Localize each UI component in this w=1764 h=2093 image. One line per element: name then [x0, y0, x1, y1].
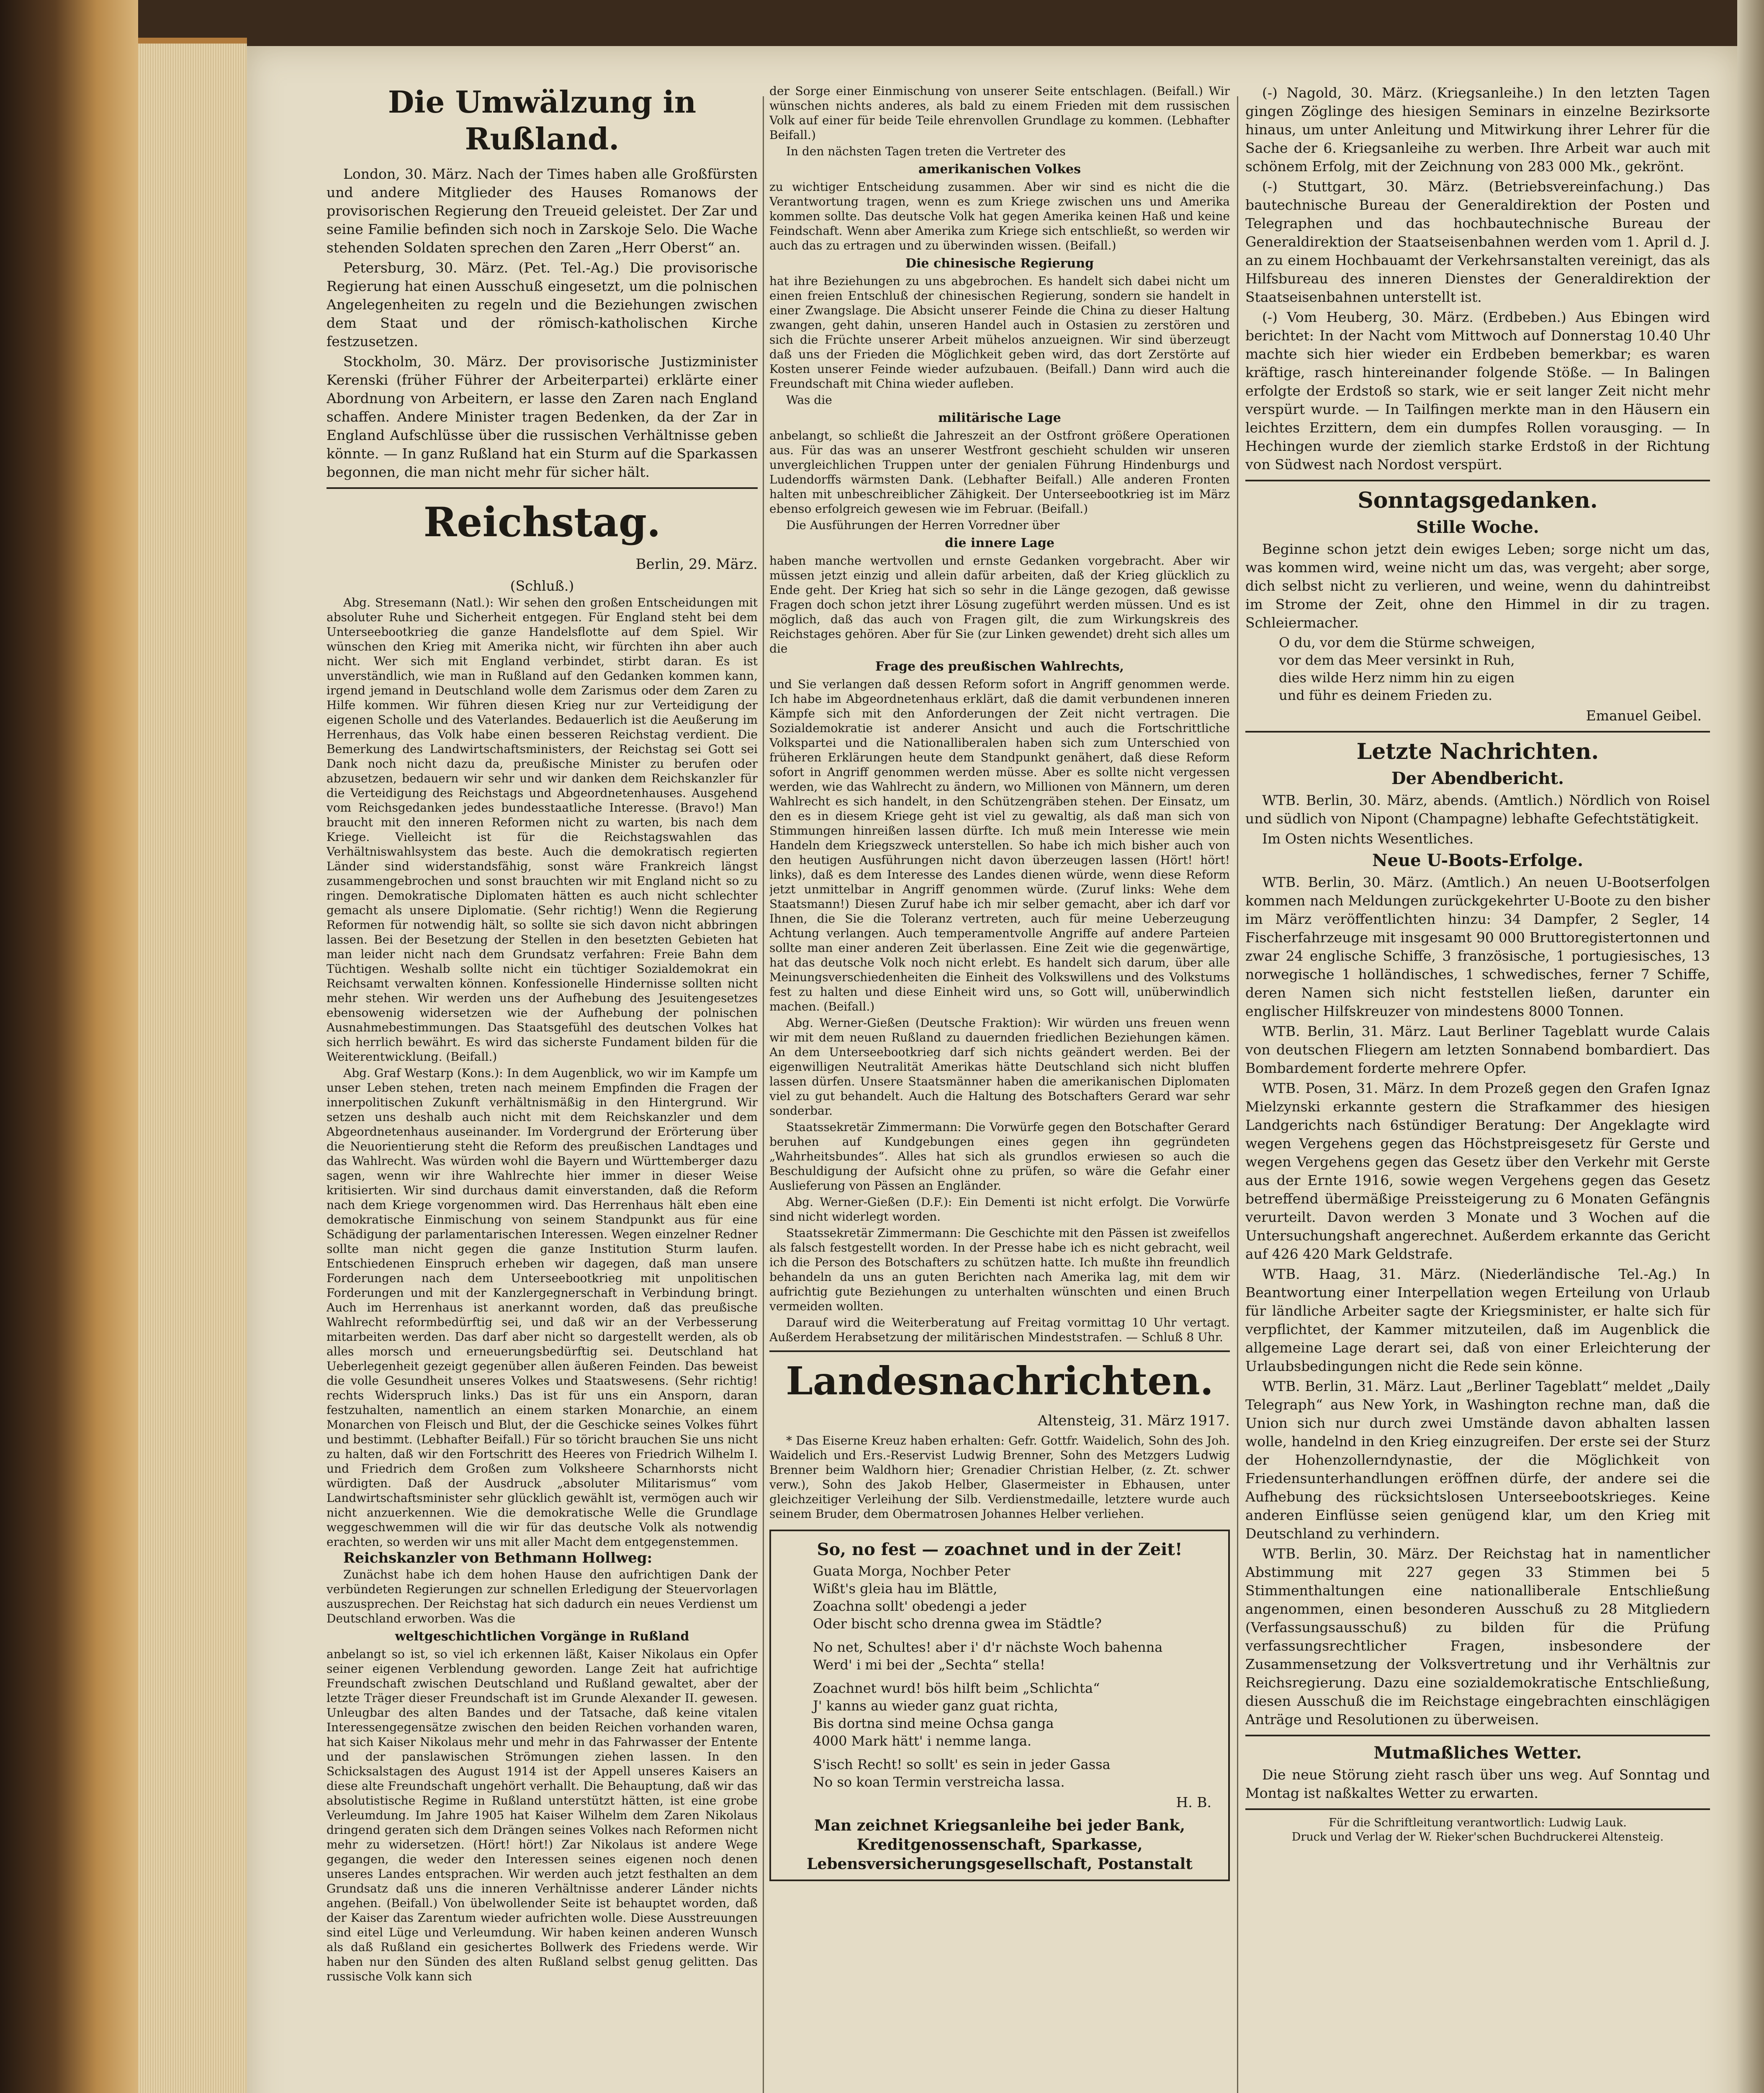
subheading: amerikanischen Volkes	[918, 162, 1081, 177]
poem-line: 4000 Mark hätt' i nemme langa.	[813, 1733, 1032, 1749]
poem-line: dies wilde Herz nimm hin zu eigen	[1279, 670, 1515, 686]
article-paragraph: (-) Nagold, 30. März. (Kriegsanleihe.) In den letzten Tagen gingen Zöglinge des hiesigen Seminars in einzelne Bezirksorte hinaus, um unter Anleitung und Mitwirkung ihrer Lehrer für die Sache der 6. Kriegsanleihe zu werben. Ihre Arbeit war auch mit schönem Erfolg, mit der Zeichnung von 283 000 Mk., gekrönt.	[1245, 85, 1710, 175]
article-paragraph: Darauf wird die Weiterberatung auf Freitag vormittag 10 Uhr vertagt. Außerdem Herabsetzung der militärischen Mindeststrafen. — Schluß 8 Uhr.	[769, 1316, 1230, 1344]
headline-wetter: Mutmaßliches Wetter.	[1373, 1743, 1582, 1763]
dialect-poem	[813, 1562, 1220, 1791]
article-paragraph: Im Osten nichts Wesentliches.	[1262, 831, 1474, 847]
dateline: Altensteig, 31. März 1917.	[1038, 1412, 1230, 1429]
headline-reichstag: Reichstag.	[423, 499, 661, 546]
article-paragraph: der Sorge einer Einmischung von unserer Seite entschlagen. (Beifall.) Wir wünschen nichts anderes, als bald zu einem Frieden mit dem russischen Volk auf einer für beide Teile ehrenvollen Grundlage zu kommen. (Lebhafter Beifall.)	[769, 84, 1230, 142]
editor-credit: Für die Schriftleitung verantwortlich: Ludwig Lauk.	[1329, 1816, 1627, 1829]
article-paragraph: Petersburg, 30. März. (Pet. Tel.-Ag.) Die provisorische Regierung hat einen Ausschuß eingesetzt, um die polnischen Angelegenheiten zu regeln und die Beziehungen zwischen dem Staat und der römisch-katholischen Kirche festzusetzen.	[327, 260, 758, 350]
column-2	[769, 84, 1230, 2093]
column-rule-2	[1237, 96, 1238, 2093]
poem-line: O du, vor dem die Stürme schweigen,	[1279, 635, 1535, 651]
article-paragraph: und Sie verlangen daß dessen Reform sofort in Angriff genommen werde. Ich habe im Abgeordnetenhaus erklärt, daß die damit verbundenen inneren Kämpfe sich mit den Anforderungen der Zeit nicht vertragen. Die Sozialdemokratie ist anderer Ansicht und auch die Fortschrittliche Volkspartei und die Nationalliberalen haben sich zum Unterschied von früheren Erklärungen heute dem Standpunkt genähert, daß diese Reform sofort in Angriff genommen werden müsse. Aber es sollte nicht vergessen werden, wie das Wahlrecht zu ändern, wo Millionen von Männern, um deren Wahlrecht es sich handelt, in den Schützengräben stehen. Der Einsatz, um den es in diesem Kriege geht ist viel zu gewaltig, als daß man sich von Stimmungen hinreißen lassen dürfte. Ich muß mein Interesse wie mein Handeln dem Kriegszweck unterstellen. So habe ich mich bisher auch von den heutigen Ausführungen nicht davon überzeugen lassen (Hört! hört! links), daß es dem Interesse des Landes dienen würde, wenn diese Reform jetzt unmittelbar in Angriff genommen würde. (Zuruf links: Wehe dem Staatsmann!) Diesen Zuruf habe ich mir selber gemacht, aber ich darf vor Ihnen, die Sie die Toleranz vertreten, auch für meine Ueberzeugung Achtung verlangen. Auch temperamentvolle Angriffe auf andere Parteien sollte man einer anderen Zeit überlassen. Eine Zeit wie die gegenwärtige, hat das deutsche Volk noch nicht erlebt. Es handelt sich darum, über alle Meinungsverschiedenheiten die Einheit des Volkswillens und des Volkstums fest zu halten und diese Einheit wird uns, so Gott will, unüberwindlich machen. (Beifall.)	[769, 677, 1230, 1013]
poem-line: Werd' i mi bei der „Sechta“ stella!	[813, 1657, 1045, 1673]
subheading: militärische Lage	[938, 411, 1061, 425]
dateline: Berlin, 29. März.	[635, 556, 758, 573]
poem-line: Zoachnet wurd! bös hilft beim „Schlichta“	[813, 1680, 1100, 1696]
poem-line: Oder bischt scho drenna gwea im Städtle?	[813, 1616, 1102, 1632]
headline-umwaelzung: Die Umwälzung in Rußland.	[388, 84, 697, 157]
signature: Emanuel Geibel.	[1586, 707, 1702, 724]
article-paragraph: hat ihre Beziehungen zu uns abgebrochen. Es handelt sich dabei nicht um einen freien Entschluß der chinesischen Regierung, sondern sie handelt in einer Zwangslage. Die Absicht unserer Feinde die China zu dieser Haltung zwangen, geht dahin, unseren Handel auch in Ostasien zu zerstören und sich die Früchte unserer Arbeit mühelos anzueignen. Wir sind überzeugt daß uns der Frieden die Möglichkeit geben wird, das dort Zerstörte auf Kosten unserer Feinde wieder aufzubauen. (Beifall.) Dann wird auch die Freundschaft mit China wieder aufleben.	[769, 274, 1230, 391]
poem-line: Guata Morga, Nochber Peter	[813, 1563, 1011, 1579]
poem	[1279, 634, 1710, 704]
continuation-note: (Schluß.)	[510, 578, 574, 594]
headline-landesnachrichten: Landesnachrichten.	[786, 1358, 1214, 1404]
article-paragraph: Die Ausführungen der Herren Vorredner über	[786, 518, 1060, 532]
headline-sonntagsgedanken: Sonntagsgedanken.	[1358, 488, 1598, 513]
headline-letzte-nachrichten: Letzte Nachrichten.	[1356, 739, 1599, 764]
section-divider	[1245, 1808, 1710, 1810]
publisher-credit: Druck und Verlag der W. Rieker'schen Buchdruckerei Altensteig.	[1291, 1831, 1664, 1844]
section-divider	[327, 487, 758, 489]
facing-page-edge	[1737, 0, 1764, 2093]
article-paragraph: Die neue Störung zieht rasch über uns weg. Auf Sonntag und Montag ist naßkaltes Wetter zu erwarten.	[1245, 1766, 1710, 1801]
article-paragraph: Beginne schon jetzt dein ewiges Leben; sorge nicht um das, was kommen wird, weine nicht um das, was vergeht; aber sorge, dich selbst nicht zu verlieren, und weine, wenn du dahintreibst im Strome der Zeit, ohne den Himmel in dir zu tragen. Schleiermacher.	[1245, 541, 1710, 631]
article-paragraph: Stockholm, 30. März. Der provisorische Justizminister Kerenski (früher Führer der Arbeiterpartei) erklärte einer Abordnung von Arbeitern, er lasse den Zaren nach England schaffen. Andere Minister tragen Bedenken, da der Zar in England Aufschlüsse über die russischen Verhältnisse geben könnte. — In ganz Rußland hat ein Sturm auf die Sparkassen begonnen, die man nicht mehr für sicher hält.	[327, 353, 758, 480]
stanza-gap	[813, 1750, 1220, 1756]
article-paragraph: WTB. Posen, 31. März. In dem Prozeß gegen den Grafen Ignaz Mielzynski erkannte gestern die Strafkammer des hiesigen Landgerichts nach 6stündiger Beratung: Der Angeklagte wird wegen Vergehens gegen das Höchstpreisgesetz für Gerste und wegen Vergehens gegen das Gesetz über den Verkehr mit Gerste aus der Ernte 1916, sowie wegen Vergehens gegen das Gesetz betreffend übermäßige Preissteigerung zu 6 Monaten Gefängnis verurteilt. Davon werden 3 Monate und 3 Wochen auf die Untersuchungshaft angerechnet. Außerdem erkannte das Gericht auf 426 420 Mark Geldstrafe.	[1245, 1080, 1710, 1262]
article-paragraph: WTB. Berlin, 30. März, abends. (Amtlich.) Nördlich von Roisel und südlich von Nipont (Champagne) lebhafte Gefechtstätigkeit.	[1245, 792, 1710, 827]
subheading: die innere Lage	[945, 536, 1054, 550]
article-paragraph: London, 30. März. Nach der Times haben alle Großfürsten und andere Mitglieder des Hauses Romanows der provisorischen Regierung den Treueid geleistet. Der Zar und seine Familie befinden sich noch in Zarskoje Selo. Die Wache stehenden Soldaten sprechen den Zaren „Herr Oberst“ an.	[327, 166, 758, 256]
article-paragraph: Abg. Werner-Gießen (Deutsche Fraktion): Wir würden uns freuen wenn wir mit dem neuen Rußland zu dauernden friedlichen Beziehungen kämen. An dem Unterseebootkrieg darf sich nichts geändert werden. Bei der eigenwilligen Neutralität Amerikas hätte Deutschland sich nicht bluffen lassen dürfen. Unsere Staatsmänner haben die amerikanischen Diplomaten viel zu gut behandelt. Auch die Haltung des Botschafters Gerard war sehr sonderbar.	[769, 1016, 1230, 1118]
stanza-gap	[813, 1674, 1220, 1679]
section-divider	[1245, 480, 1710, 481]
subheading: weltgeschichtlichen Vorgänge in Rußland	[395, 1629, 689, 1644]
column-rule-1	[763, 96, 764, 2093]
poem-line: und führ es deinem Frieden zu.	[1279, 687, 1493, 703]
poem-line: Wißt's gleia hau im Blättle,	[813, 1581, 998, 1597]
article-paragraph: Abg. Stresemann (Natl.): Wir sehen den großen Entscheidungen mit absoluter Ruhe und Sicherheit entgegen. Für England steht bei dem Unterseebootkrieg die ganze Handelsflotte auf dem Spiel. Wir wünschen den Krieg mit Amerika nicht, wir fürchten ihn aber auch nicht. Wer sich mit England verbindet, stirbt daran. Es ist unverständlich, wie man in Rußland auf den Gedanken kommen kann, irgend jemand in Deutschland wolle dem Zarismus oder dem Zaren zu Hilfe kommen. Wir führen diesen Krieg nur zur Verteidigung der eigenen Scholle und des Vaterlandes. Bedauerlich ist die Aeußerung im Herrenhaus, das Volk habe einen besseren Reichstag verdient. Die Bemerkung des Landwirtschaftsministers, der Reichstag sei Gott sei Dank noch nicht dazu da, preußische Minister zu berufen oder abzusetzen, bedauern wir sehr und wir danken dem Reichskanzler für die Verteidigung des Reichstags und Abgeordnetenhauses. Ausgehend vom Reichsgedanken jedes bundesstaatliche Interesse. (Bravo!) Man braucht mit den inneren Reformen nicht zu warten, bis nach dem Kriege. Vielleicht ist für die Reichstagswahlen das Verhältniswahlsystem das beste. Auch die demokratisch regierten Länder sind widerstandsfähig, sonst wäre Frankreich längst zusammengebrochen und sonst brauchten wir mit England nicht so zu ringen. Demokratische Diplomaten hätten es auch nicht schlechter gemacht als unsere Diplomatie. (Sehr richtig!) Wenn die Regierung Reformen für notwendig hält, so sollte sie sich davon nicht abbringen lassen. Bei der Besetzung der Stellen in den besetzten Gebieten hat man leider nicht nach dem Grundsatz verfahren: Freie Bahn dem Tüchtigen. Weshalb sollte nicht ein tüchtiger Sozialdemokrat ein Reichsamt verwalten können. Konfessionelle Hindernisse sollten nicht mehr stehen. Wir werden uns der Aufhebung des Jesuitengesetzes ebensowenig widersetzen wie der Aufhebung der polnischen Ausnahmebestimmungen. Das Staatsgefühl des deutschen Volkes hat sich herrlich bewährt. Es wird das sicherste Fundament bilden für die Weiterentwicklung. (Beifall.)	[327, 596, 758, 1064]
signature: H. B.	[1176, 1794, 1211, 1810]
article-paragraph: anbelangt, so schließt die Jahreszeit an der Ostfront größere Operationen aus. Für das was an unserer Westfront geschieht schulden wir unseren unvergleichlichen Truppen unter der genialen Führung Hindenburgs und Ludendorffs wärmsten Dank. (Lebhafter Beifall.) Alle anderen Fronten halten mit unbeschreiblicher Zähigkeit. Der Unterseebootkrieg ist im März ebenso erfolgreich gewesen wie im Februar. (Beifall.)	[769, 429, 1230, 516]
article-paragraph: Staatssekretär Zimmermann: Die Vorwürfe gegen den Botschafter Gerard beruhen auf Kundgebungen eines gegen ihn gegründeten „Wahrheitsbundes“. Alles hat sich als grundlos erwiesen so auch die Beschuldigung der Aufsicht ohne zu prüfen, so wäre die Gefahr einer Auslieferung von Pässen an Engländer.	[769, 1120, 1230, 1193]
article-paragraph: Was die	[786, 393, 832, 407]
subheading: Die chinesische Regierung	[905, 256, 1094, 271]
kriegsanleihe-slogan: Man zeichnet Kriegsanleihe bei jeder Bank, Kreditgenossenschaft, Sparkasse, Lebensversicherungsgesellschaft, Postanstalt	[807, 1817, 1193, 1873]
article-paragraph: WTB. Berlin, 30. März. Der Reichstag hat in namentlicher Abstimmung mit 227 gegen 33 Stimmen bei 5 Stimmenthaltungen eine nationalliberale Entschließung angenommen, einen besonderen Ausschuß zu 28 Mitgliedern (Verfassungsausschuß) zu bilden für die Prüfung verfassungsrechtlicher Fragen, insbesondere der Zusammensetzung der Volksvertretung und ihr Verhältnis zur Reichsregierung. Dazu eine sozialdemokratische Entschließung, diesen Ausschuß die im Reichstage eingebrachten einschlägigen Anträge und Resolutionen zu überweisen.	[1245, 1545, 1710, 1728]
article-paragraph: Zunächst habe ich dem hohen Hause den aufrichtigen Dank der verbündeten Regierungen zur schnellen Erledigung der Steuervorlagen auszusprechen. Der Reichstag hat sich dadurch ein neues Verdienst um Deutschland erworben. Was die	[327, 1568, 758, 1625]
section-divider	[769, 1350, 1230, 1352]
section-divider	[1245, 731, 1710, 733]
poem-line: vor dem das Meer versinkt in Ruh,	[1279, 652, 1515, 668]
subheading: Der Abendbericht.	[1391, 769, 1564, 788]
section-divider	[1245, 1735, 1710, 1736]
article-paragraph: anbelangt so ist, so viel ich erkennen läßt, Kaiser Nikolaus ein Opfer seiner eigenen Verblendung geworden. Lange Zeit hat aufrichtige Freundschaft zwischen Deutschland und Rußland gewaltet, aber der letzte Träger dieser Freundschaft ist im Grunde Alexander II. gewesen. Unleugbar des alten Bandes und der Tatsache, daß keine vitalen Interessengegensätze zwischen den beiden Reichen vorhanden waren, hat sich Kaiser Nikolaus mehr und mehr in das Fahrwasser der Entente und der panslawischen Strömungen ziehen lassen. In den Schicksalstagen des August 1914 ist der Appell unseres Kaisers an diese alte Freundschaft ungehört verhallt. Die Behauptung, daß wir das absolutistische Regime in Rußland unterstützt hätten, ist eine grobe Verleumdung. Im Jahre 1905 hat Kaiser Wilhelm dem Zaren Nikolaus dringend geraten sich dem Drängen seines Volkes nach Reformen nicht mehr zu widersetzen. (Hört! hört!) Zar Nikolaus ist andere Wege gegangen, die weder den Interessen seines eigenen noch denen unseres Landes entsprachen. Wir werden auch jetzt festhalten an dem Grundsatz daß uns die inneren Verhältnisse anderer Länder nichts angehen. (Beifall.) Von übelwollender Seite ist behauptet worden, daß der Kaiser das Zarentum wieder aufrichten wolle. Diese Ausstreuungen sind eitel Lüge und Verleumdung. Wir haben keinen anderen Wunsch als daß Rußland ein gesichertes Bollwerk des Friedens werde. Wir haben nur den Sünden des alten Rußland selbst genug gelitten. Das russische Volk kann sich	[327, 1647, 758, 1983]
article-paragraph: In den nächsten Tagen treten die Vertreter des	[786, 144, 1066, 158]
poem-line: Bis dortna sind meine Ochsa ganga	[813, 1715, 1054, 1731]
article-paragraph: haben manche wertvollen und ernste Gedanken vorgebracht. Aber wir müssen jetzt einzig und allein dafür arbeiten, daß der Krieg glücklich zu Ende geht. Der Krieg hat sich so sehr in die Länge gezogen, daß gewisse Fragen doch schon jetzt ihrer Lösung zugeführt werden müssen. Und es ist möglich, daß das auch von Fragen gilt, die zum Wirkungskreis des Reichstages gehören. Aber für Sie (zur Linken gewendet) dreht sich alles um die	[769, 554, 1230, 656]
article-paragraph: (-) Stuttgart, 30. März. (Betriebsvereinfachung.) Das bautechnische Bureau der Generaldirektion der Posten und Telegraphen und das hochbautechnische Bureau der Generaldirektion der Staatseisenbahnen werden vom 1. April d. J. an zu einem Hochbauamt der Verkehrsanstalten vereinigt, das als Hilfsbureau des inneren Dienstes der Generaldirektion der Staatseisenbahnen unterstellt ist.	[1245, 178, 1710, 305]
subheading: Neue U-Boots-Erfolge.	[1372, 851, 1583, 870]
page-stack-edge	[138, 38, 247, 2093]
article-paragraph: Abg. Werner-Gießen (D.F.): Ein Dementi ist nicht erfolgt. Die Vorwürfe sind nicht widerlegt worden.	[769, 1195, 1230, 1224]
article-paragraph: * Das Eiserne Kreuz haben erhalten: Gefr. Gottfr. Waidelich, Sohn des Joh. Waidelich und Ers.-Reservist Ludwig Brenner, Sohn des Metzgers Ludwig Brenner beim Waldhorn hier; Grenadier Christian Helber, (z. Zt. schwer verw.), Sohn des Jakob Helber, Glasermeister in Ebhausen, unter gleichzeitiger Verleihung der Silb. Verdienstmedaille, letztere wurde auch seinem Bruder, dem Obermatrosen Johannes Helber verliehen.	[769, 1434, 1230, 1521]
article-paragraph: WTB. Haag, 31. März. (Niederländische Tel.-Ag.) In Beantwortung einer Interpellation wegen Erteilung von Urlaub für ländliche Arbeiter sagte der Kriegsminister, er halte sich für verpflichtet, der Kammer mitzuteilen, daß im Augenblick die allgemeine Lage derart sei, daß von einer Erleichterung der Urlaubsbedingungen nicht die Rede sein könne.	[1245, 1266, 1710, 1374]
poem-line: Zoachna sollt' obedengi a jeder	[813, 1598, 1026, 1614]
column-1	[327, 84, 758, 2093]
subheading: Frage des preußischen Wahlrechts,	[875, 659, 1124, 674]
book-binding	[0, 0, 138, 2093]
subheading: Stille Woche.	[1416, 517, 1539, 537]
poem-line: No net, Schultes! aber i' d'r nächste Woch bahenna	[813, 1639, 1163, 1655]
box-title: So, no fest — zoachnet und in der Zeit!	[817, 1540, 1183, 1559]
article-paragraph: zu wichtiger Entscheidung zusammen. Aber wir sind es nicht die die Verantwortung tragen, wenn es zum Kriege zwischen uns und Amerika kommen sollte. Das deutsche Volk hat gegen Amerika keinen Haß und keine Feindschaft. Wenn aber Amerika zum Kriege sich entschließt, so werden wir auch das zu ertragen und zu überwinden wissen. (Beifall.)	[769, 180, 1230, 252]
speaker-heading: Reichskanzler von Bethmann Hollweg:	[343, 1550, 653, 1566]
poem-line: J' kanns au wieder ganz guat richta,	[813, 1698, 1058, 1714]
article-paragraph: WTB. Berlin, 31. März. Laut Berliner Tageblatt wurde Calais von deutschen Fliegern am letzten Sonnabend bombardiert. Das Bombardement forderte mehrere Opfer.	[1245, 1023, 1710, 1076]
column-3	[1245, 84, 1710, 2093]
stanza-gap	[813, 1633, 1220, 1638]
poem-line: No so koan Termin verstreicha lassa.	[813, 1774, 1065, 1790]
kriegsanleihe-box	[769, 1530, 1230, 1881]
article-paragraph: Abg. Graf Westarp (Kons.): In dem Augenblick, wo wir im Kampfe um unser Leben stehen, treten nach meinem Empfinden die Fragen der innerpolitischen Zukunft verhältnismäßig in den Hintergrund. Wir setzen uns deshalb auch nicht mit dem Reichskanzler und dem Abgeordnetenhaus auseinander. Im Vordergrund der Erörterung über die Neuorientierung steht die Reform des preußischen Landtages und das Wahlrecht. Was würden wohl die Bayern und Württemberger dazu sagen, wenn wir ihre Wahlrechte hier immer in dieser Weise kritisierten. Wir sind durchaus damit einverstanden, daß die Reform nach dem Kriege vorgenommen wird. Das Herrenhaus hält eben eine demokratische Einmischung von seinem Standpunkt aus für eine Schädigung der parlamentarischen Interessen. Wegen einzelner Redner sollte man nicht gegen die ganze Institution Sturm laufen. Entschiedenen Einspruch erheben wir dagegen, daß man unsere Forderungen nach dem Unterseebootkrieg mit unpolitischen Forderungen und mit der Kanzlergegnerschaft in Verbindung bringt. Auch im Herrenhaus ist anerkannt worden, daß das preußische Wahlrecht reformbedürftig sei, und daß wir an der Verbesserung mitarbeiten werden. Das darf aber nicht so dargestellt werden, als ob alles morsch und erneuerungsbedürftig sei. Deutschland hat Ueberlegenheit gezeigt gegenüber allen äußeren Feinden. Das beweist die volle Gesundheit unseres Volkes und Staatswesens. (Sehr richtig! rechts Widerspruch links.) Das ist für uns ein Ansporn, daran festzuhalten, namentlich an einem starken Monarchie, an einem Monarchen von Fleisch und Blut, der die Geschicke seines Volkes führt und bestimmt. (Lebhafter Beifall.) Für so töricht brauchen Sie uns nicht zu halten, daß wir den Fortschritt des Heeres von Friedrich Wilhelm I. und Friedrich dem Großen zum Volksheere Scharnhorsts nicht würdigten. Daß der Ausdruck „absoluter Militarismus“ vom Landwirtschaftsminister sehr glücklich gewählt ist, vermögen auch wir nicht anzuerkennen. Wie die demokratische Welle die Grundlage weggeschwemmen will die wir für das deutsche Volk als notwendig erachten, so werden wir uns mit aller Macht dem entgegenstemmen.	[327, 1066, 758, 1549]
poem-line: S'isch Recht! so sollt' es sein in jeder Gassa	[813, 1756, 1111, 1772]
article-paragraph: WTB. Berlin, 30. März. (Amtlich.) An neuen U-Bootserfolgen kommen nach Meldungen zurückgekehrter U-Boote zu den bisher im März veröffentlichten hinzu: 34 Dampfer, 2 Segler, 14 Fischerfahrzeuge mit insgesamt 90 000 Bruttoregistertonnen und zwar 24 englische Schiffe, 3 französische, 1 portugiesisches, 13 norwegische 1 holländisches, 1 schwedisches, ferner 7 Schiffe, deren Namen sich nicht feststellen ließen, darunter ein englischer Hilfskreuzer von mindestens 8000 Tonnen.	[1245, 874, 1710, 1019]
article-paragraph: Staatssekretär Zimmermann: Die Geschichte mit den Pässen ist zweifellos als falsch festgestellt worden. In der Presse habe ich es nicht gebracht, weil ich die Person des Botschafters zu schützen hatte. Ich mußte ihn freundlich behandeln da uns an guten Berichten nach Amerika lag, mit dem wir aufrichtig gute Beziehungen zu unterhalten wünschten und einen Bruch vermeiden wollten.	[769, 1226, 1230, 1313]
article-paragraph: WTB. Berlin, 31. März. Laut „Berliner Tageblatt“ meldet „Daily Telegraph“ aus New York, in Washington rechne man, daß die Union sich nur durch zwei Umstände davon abhalten lassen wolle, handelnd in den Krieg einzugreifen. Der erste sei der Sturz der Hohenzollerndynastie, der die Möglichkeit von Friedensunterhandlungen eröffnen dürfe, der andere sei die Aufhebung des rücksichtslosen Unterseebootskrieges. Keine anderen Einflüsse seien genügend klar, um den Krieg mit Deutschland zu verhindern.	[1245, 1378, 1710, 1542]
article-paragraph: (-) Vom Heuberg, 30. März. (Erdbeben.) Aus Ebingen wird berichtet: In der Nacht vom Mittwoch auf Donnerstag 10.40 Uhr machte sich hier wieder ein Erdbeben bemerkbar; es waren kräftige, rasch hintereinander folgende Stöße. — In Balingen erfolgte der Erdstoß so stark, wie er seit langer Zeit nicht mehr verspürt wurde. — In Tailfingen merkte man in den Häusern ein leichtes Erzittern, dem ein dumpfes Rollen vorausging. — In Hechingen wurde der ziemlich starke Erdstoß in der Richtung von Südwest nach Nordost verspürt.	[1245, 309, 1710, 473]
